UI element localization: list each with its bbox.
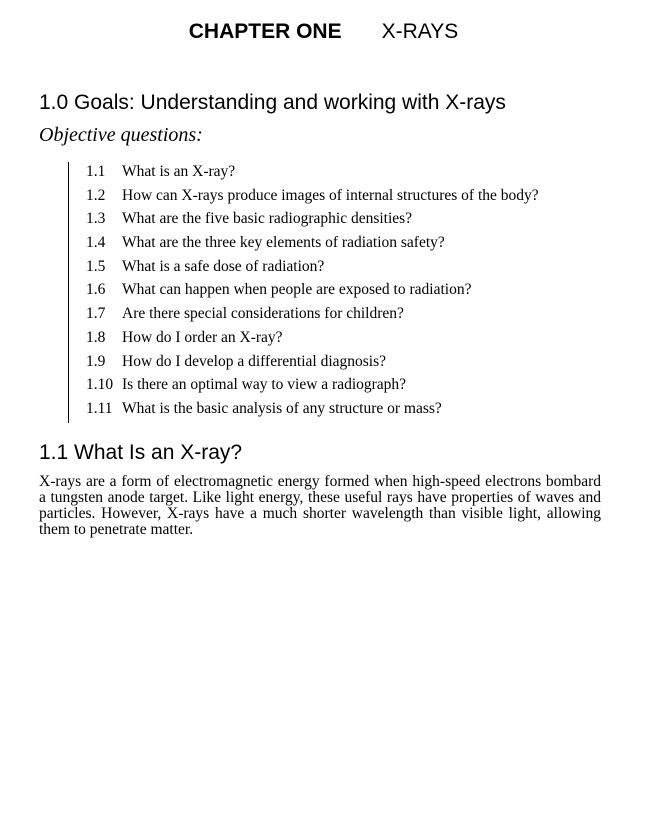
question-item bbox=[69, 304, 609, 328]
section-heading-what-is-xray: 1.1 What Is an X-ray? bbox=[39, 441, 243, 464]
question-number: 1.2 bbox=[86, 186, 106, 204]
question-item bbox=[69, 162, 609, 186]
chapter-title bbox=[0, 20, 647, 44]
question-number: 1.6 bbox=[86, 281, 106, 299]
objective-question-list bbox=[68, 162, 609, 423]
question-text: Is there an optimal way to view a radiograph? bbox=[122, 376, 407, 394]
question-text: How do I order an X-ray? bbox=[122, 328, 283, 346]
question-text: Are there special considerations for children? bbox=[122, 305, 404, 323]
question-item bbox=[69, 280, 609, 304]
question-number: 1.5 bbox=[86, 257, 106, 275]
question-text: How do I develop a differential diagnosis? bbox=[122, 352, 386, 370]
question-number: 1.8 bbox=[86, 328, 106, 346]
question-item bbox=[69, 209, 609, 233]
question-text: How can X-rays produce images of internal structures of the body? bbox=[122, 186, 539, 204]
objective-questions-label: Objective questions: bbox=[39, 124, 203, 146]
question-number: 1.4 bbox=[86, 234, 106, 252]
section-body-paragraph: X-rays are a form of electromagnetic energy formed when high-speed electrons bombard a tungsten anode target. Like light energy, these useful rays have properties of waves and particles. However, X-rays have a much shorter wavelength than visible light, allowing them to penetrate matter. bbox=[39, 473, 601, 538]
question-number: 1.3 bbox=[86, 210, 106, 228]
chapter-name: X-RAYS bbox=[381, 20, 459, 43]
question-item bbox=[69, 399, 609, 423]
question-text: What is an X-ray? bbox=[122, 163, 236, 180]
question-number: 1.1 bbox=[86, 163, 106, 180]
question-number: 1.7 bbox=[86, 305, 106, 323]
question-item bbox=[69, 352, 609, 376]
question-text: What are the three key elements of radiation safety? bbox=[122, 234, 445, 252]
goals-heading: 1.0 Goals: Understanding and working with X-rays bbox=[39, 91, 506, 114]
question-text: What can happen when people are exposed to radiation? bbox=[122, 281, 472, 299]
question-number: 1.11 bbox=[86, 399, 113, 417]
question-item bbox=[69, 233, 609, 257]
question-item bbox=[69, 328, 609, 352]
question-number: 1.10 bbox=[86, 376, 114, 394]
question-text: What is the basic analysis of any structure or mass? bbox=[122, 399, 442, 417]
question-text: What is a safe dose of radiation? bbox=[122, 257, 325, 275]
question-item bbox=[69, 186, 609, 210]
question-item bbox=[69, 375, 609, 399]
question-number: 1.9 bbox=[86, 352, 106, 370]
question-item bbox=[69, 257, 609, 281]
chapter-number: CHAPTER ONE bbox=[188, 20, 342, 43]
question-text: What are the five basic radiographic densities? bbox=[122, 210, 413, 228]
